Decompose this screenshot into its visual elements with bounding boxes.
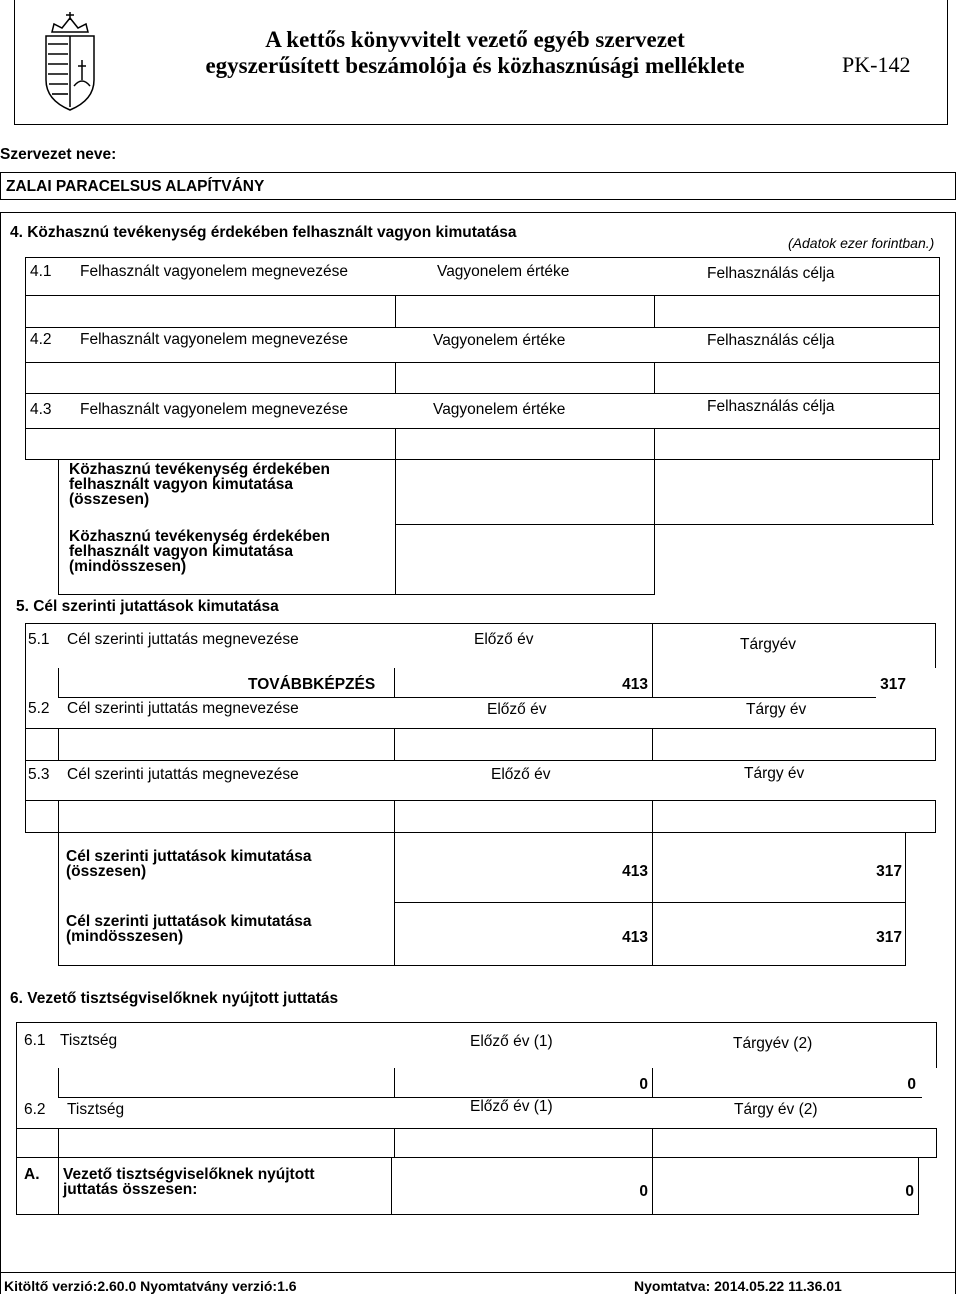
s5-row2-num: 5.2 bbox=[28, 700, 50, 717]
s4-row1-input[interactable] bbox=[25, 295, 940, 328]
org-name-label: Szervezet neve: bbox=[0, 146, 117, 163]
s6-sum-prev: 0 bbox=[639, 1183, 648, 1200]
s5-grand-l1: Cél szerinti juttatások kimutatása bbox=[66, 913, 312, 930]
s4-total-l3: (összesen) bbox=[69, 491, 150, 508]
s4-row1-num: 4.1 bbox=[30, 263, 52, 280]
s4-row3-value: Vagyonelem értéke bbox=[433, 401, 566, 418]
s4-row3-input[interactable] bbox=[25, 428, 940, 460]
s5-row1-data[interactable] bbox=[25, 668, 936, 698]
s4-row3-name: Felhasznált vagyonelem megnevezése bbox=[80, 401, 348, 418]
s5-row1-prev: Előző év bbox=[474, 631, 534, 648]
s4-row3-num: 4.3 bbox=[30, 401, 52, 418]
s5-row2-cur: Tárgy év bbox=[746, 701, 807, 718]
unit-note: (Adatok ezer forintban.) bbox=[788, 235, 935, 251]
s4-row1-value: Vagyonelem értéke bbox=[437, 263, 570, 280]
s4-total-l1: Közhasznú tevékenység érdekében bbox=[69, 461, 331, 478]
form-code: PK-142 bbox=[842, 52, 911, 77]
s6-row1-data-prev: 0 bbox=[639, 1076, 648, 1093]
s5-row1-data-prev: 413 bbox=[622, 676, 648, 693]
s6-row2-name: Tisztség bbox=[67, 1101, 125, 1118]
s4-row2-name: Felhasznált vagyonelem megnevezése bbox=[80, 331, 348, 348]
s4-grand-l3: (mindösszesen) bbox=[69, 558, 187, 575]
s5-grand-cur: 317 bbox=[876, 929, 902, 946]
s6-sum-l1: Vezető tisztségviselőknek nyújtott bbox=[63, 1166, 315, 1183]
s4-row3-purpose: Felhasználás célja bbox=[707, 398, 835, 415]
s6-row1-data[interactable] bbox=[16, 1068, 937, 1098]
s4-row1-purpose: Felhasználás célja bbox=[707, 265, 835, 282]
s5-row3-cur: Tárgy év bbox=[744, 765, 805, 782]
s5-row1-data-cur: 317 bbox=[880, 676, 906, 693]
s4-title: 4. Közhasznú tevékenység érdekében felhasznált vagyon kimutatása bbox=[10, 224, 517, 241]
s5-total-l2: (összesen) bbox=[66, 863, 147, 880]
s6-row2-num: 6.2 bbox=[24, 1101, 46, 1118]
s6-row2-cur: Tárgy év (2) bbox=[734, 1101, 818, 1118]
s6-row1-name: Tisztség bbox=[60, 1032, 118, 1049]
s4-row2-value: Vagyonelem értéke bbox=[433, 332, 566, 349]
s5-row3-input[interactable] bbox=[25, 800, 936, 833]
s5-row1-name: Cél szerinti juttatás megnevezése bbox=[67, 631, 299, 648]
s5-row1-cur: Tárgyév bbox=[740, 636, 796, 653]
s6-row1-prev: Előző év (1) bbox=[470, 1033, 553, 1050]
coat-of-arms-logo bbox=[30, 10, 110, 118]
s5-total-l1: Cél szerinti juttatások kimutatása bbox=[66, 848, 312, 865]
s4-grand-l2: felhasznált vagyon kimutatása bbox=[69, 543, 293, 560]
s6-row1-num: 6.1 bbox=[24, 1032, 46, 1049]
s6-sum-l2: juttatás összesen: bbox=[63, 1181, 198, 1198]
s5-total-prev: 413 bbox=[622, 863, 648, 880]
s5-row1-num: 5.1 bbox=[28, 631, 50, 648]
s4-row2-input[interactable] bbox=[25, 362, 940, 394]
s6-row1-cur: Tárgyév (2) bbox=[733, 1035, 813, 1052]
s5-grand-prev: 413 bbox=[622, 929, 648, 946]
s6-row1-data-cur: 0 bbox=[907, 1076, 916, 1093]
s5-row2-input[interactable] bbox=[25, 728, 936, 761]
s4-row2-num: 4.2 bbox=[30, 331, 52, 348]
s5-row2-name: Cél szerinti juttatás megnevezése bbox=[67, 700, 299, 717]
form-title-line2: egyszerűsített beszámolója és közhasznúsági melléklete bbox=[205, 53, 745, 78]
s5-grand-l2: (mindösszesen) bbox=[66, 928, 184, 945]
s6-sum-cur: 0 bbox=[905, 1183, 914, 1200]
s5-row3-name: Cél szerinti jutattás megnevezése bbox=[67, 766, 299, 783]
s6-row2-prev: Előző év (1) bbox=[470, 1098, 553, 1115]
s6-row2-input[interactable] bbox=[16, 1128, 937, 1158]
form-title-line1: A kettős könyvvitelt vezető egyéb szervezet bbox=[265, 27, 685, 52]
s5-total-cur: 317 bbox=[876, 863, 902, 880]
s5-row2-prev: Előző év bbox=[487, 701, 547, 718]
s5-row3-num: 5.3 bbox=[28, 766, 50, 783]
org-name-value: ZALAI PARACELSUS ALAPÍTVÁNY bbox=[6, 178, 265, 195]
s4-row2-purpose: Felhasználás célja bbox=[707, 332, 835, 349]
footer-version: Kitöltő verzió:2.60.0 Nyomtatvány verzió:1.6 bbox=[4, 1278, 297, 1294]
s6-title: 6. Vezető tisztségviselőknek nyújtott juttatás bbox=[10, 990, 339, 1007]
s5-row3-prev: Előző év bbox=[491, 766, 551, 783]
s6-sum-letter: A. bbox=[24, 1166, 40, 1183]
footer-printed: Nyomtatva: 2014.05.22 11.36.01 bbox=[634, 1278, 842, 1294]
s4-total-l2: felhasznált vagyon kimutatása bbox=[69, 476, 293, 493]
s5-row1-data-name: TOVÁBBKÉPZÉS bbox=[248, 676, 376, 693]
s4-grand-l1: Közhasznú tevékenység érdekében bbox=[69, 528, 331, 545]
s5-title: 5. Cél szerinti jutattások kimutatása bbox=[16, 598, 279, 615]
s4-row1-name: Felhasznált vagyonelem megnevezése bbox=[80, 263, 348, 280]
